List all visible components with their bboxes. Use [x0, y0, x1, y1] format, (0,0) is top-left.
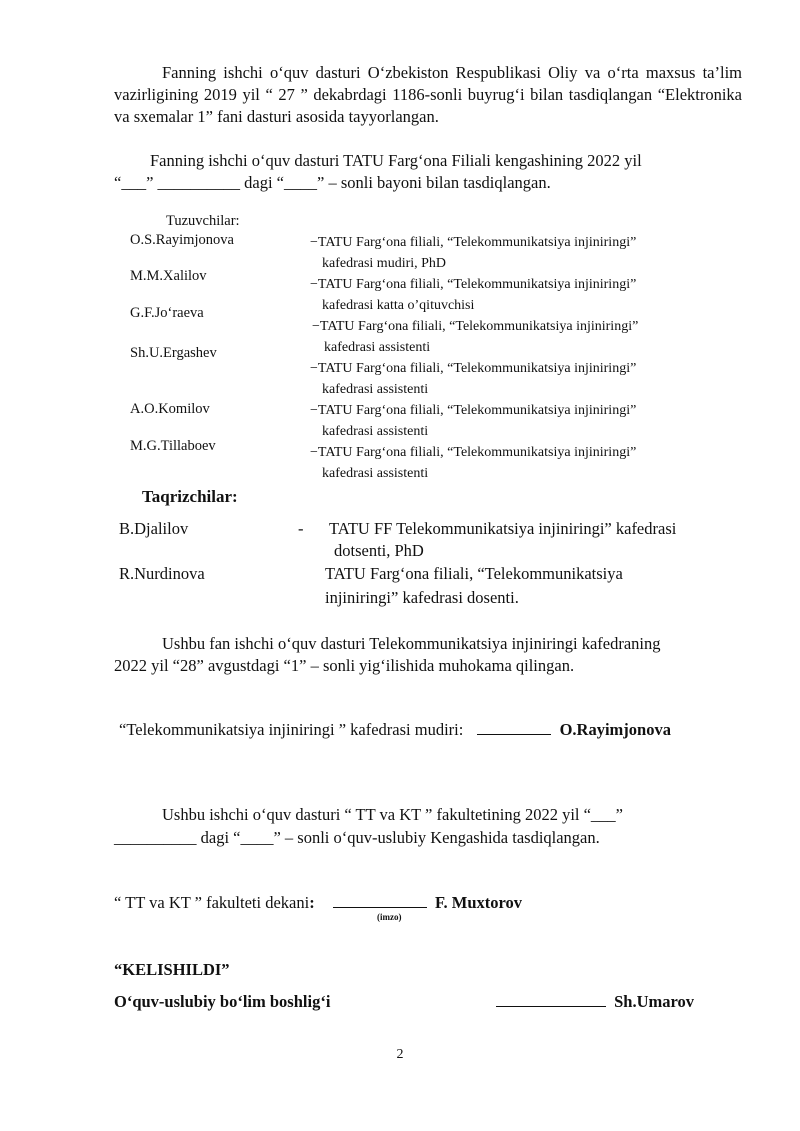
- author-role-1: [310, 232, 636, 274]
- signature-line: [477, 720, 551, 735]
- department-head-label: “Telekommunikatsiya injiniringi ” kafedrasi mudiri:: [119, 720, 464, 739]
- agreed-label: O‘quv-uslubiy bo‘lim boshlig‘i: [114, 992, 331, 1011]
- department-paragraph-line-1: Ushbu fan ishchi o‘quv dasturi Telekommunikatsiya injiniringi kafedraning: [162, 634, 661, 653]
- author-role-5-line-2: kafedrasi assistenti: [322, 424, 429, 439]
- author-name-2: M.M.Xalilov: [130, 268, 207, 284]
- dean-signature: [114, 892, 522, 914]
- author-role-1-line-2: kafedrasi mudiri, PhD: [322, 256, 447, 271]
- department-paragraph-line-2: 2022 yil “28” avgustdagi “1” – sonli yig‘ilishida muhokama qilingan.: [114, 656, 575, 675]
- intro-paragraph-1: [114, 62, 742, 128]
- author-role-6-line-2: kafedrasi assistenti: [322, 466, 429, 481]
- reviewers-heading: Taqrizchilar:: [142, 487, 238, 506]
- reviewer-role-1-line-2: dotsenti, PhD: [334, 541, 424, 560]
- reviewer-name-1: B.Djalilov: [119, 519, 189, 538]
- intro-paragraph-2-line-2-text: “___” __________ dagi “____” – sonli bayoni bilan tasdiqlangan.: [114, 173, 551, 192]
- intro-paragraph-2-line-1: Fanning ishchi o‘quv dasturi TATU Farg‘ona Filiali kengashining 2022 yil: [150, 151, 642, 170]
- author-name-5: A.O.Komilov: [130, 401, 210, 417]
- author-role-5: [310, 400, 636, 442]
- author-role-4-line-2: kafedrasi assistenti: [322, 382, 429, 397]
- dean-name: F. Muxtorov: [434, 893, 523, 912]
- author-role-2-line-1: −TATU Farg‘ona filiali, “Telekommunikatsiya injiniringi”: [310, 277, 637, 292]
- author-name-3: G.F.Jo‘raeva: [130, 305, 204, 321]
- agreed-signature: [496, 991, 694, 1013]
- page-number: 2: [396, 1047, 404, 1062]
- author-role-1-line-1: −TATU Farg‘ona filiali, “Telekommunikatsiya injiniringi”: [310, 235, 637, 250]
- signature-hint: (imzo): [377, 912, 402, 922]
- author-role-3-line-1: −TATU Farg‘ona filiali, “Telekommunikatsiya injiniringi”: [312, 319, 639, 334]
- author-role-6: [310, 442, 636, 484]
- author-role-3: [312, 316, 638, 358]
- reviewer-role-2-line-1: TATU Farg‘ona filiali, “Telekommunikatsiya: [325, 564, 623, 583]
- reviewer-name-2: R.Nurdinova: [119, 564, 205, 583]
- author-name-1: O.S.Rayimjonova: [130, 232, 234, 248]
- agreed-signature-line: [496, 992, 606, 1007]
- authors-heading: Tuzuvchilar:: [166, 213, 240, 229]
- author-role-2: [310, 274, 636, 316]
- author-name-6: M.G.Tillaboev: [130, 438, 216, 454]
- author-role-3-line-2: kafedrasi assistenti: [324, 340, 431, 355]
- author-role-5-line-1: −TATU Farg‘ona filiali, “Telekommunikatsiya injiniringi”: [310, 403, 637, 418]
- department-head-name: O.Rayimjonova: [559, 720, 671, 739]
- agreed-name: Sh.Umarov: [614, 992, 695, 1011]
- intro-paragraph-1-text: Fanning ishchi o‘quv dasturi O‘zbekiston Respublikasi Oliy va o‘rta maxsus ta’lim vazirligining 2019 yil “ 27 ” dekabrdagi 1186-sonli buyrug‘i bilan tasdiqlangan “Elektronika va sxemalar 1” fani dasturi asosida tayyorlangan.: [114, 63, 742, 126]
- faculty-paragraph-line-1: Ushbu ishchi o‘quv dasturi “ TT va KT ” fakultetining 2022 yil “___”: [162, 805, 624, 824]
- department-head-signature: [119, 719, 671, 741]
- reviewer-dash-1: -: [298, 519, 304, 538]
- author-role-6-line-1: −TATU Farg‘ona filiali, “Telekommunikatsiya injiniringi”: [310, 445, 637, 460]
- reviewer-role-2-line-2: injiniringi” kafedrasi dosenti.: [325, 588, 519, 607]
- author-role-4: [310, 358, 636, 400]
- author-name-4: Sh.U.Ergashev: [130, 345, 217, 361]
- faculty-paragraph-line-2: __________ dagi “____” – sonli o‘quv-uslubiy Kengashida tasdiqlangan.: [114, 828, 600, 847]
- dean-colon: :: [309, 893, 315, 912]
- intro-paragraph-2-line-2: [114, 172, 551, 194]
- dean-signature-line: [333, 893, 427, 908]
- author-role-2-line-2: kafedrasi katta o’qituvchisi: [322, 298, 475, 313]
- reviewer-role-1-line-1: TATU FF Telekommunikatsiya injiniringi” kafedrasi: [329, 519, 677, 538]
- dean-label: “ TT va KT ” fakulteti dekani: [114, 893, 310, 912]
- agreed-heading: “KELISHILDI”: [114, 960, 230, 979]
- author-role-4-line-1: −TATU Farg‘ona filiali, “Telekommunikatsiya injiniringi”: [310, 361, 637, 376]
